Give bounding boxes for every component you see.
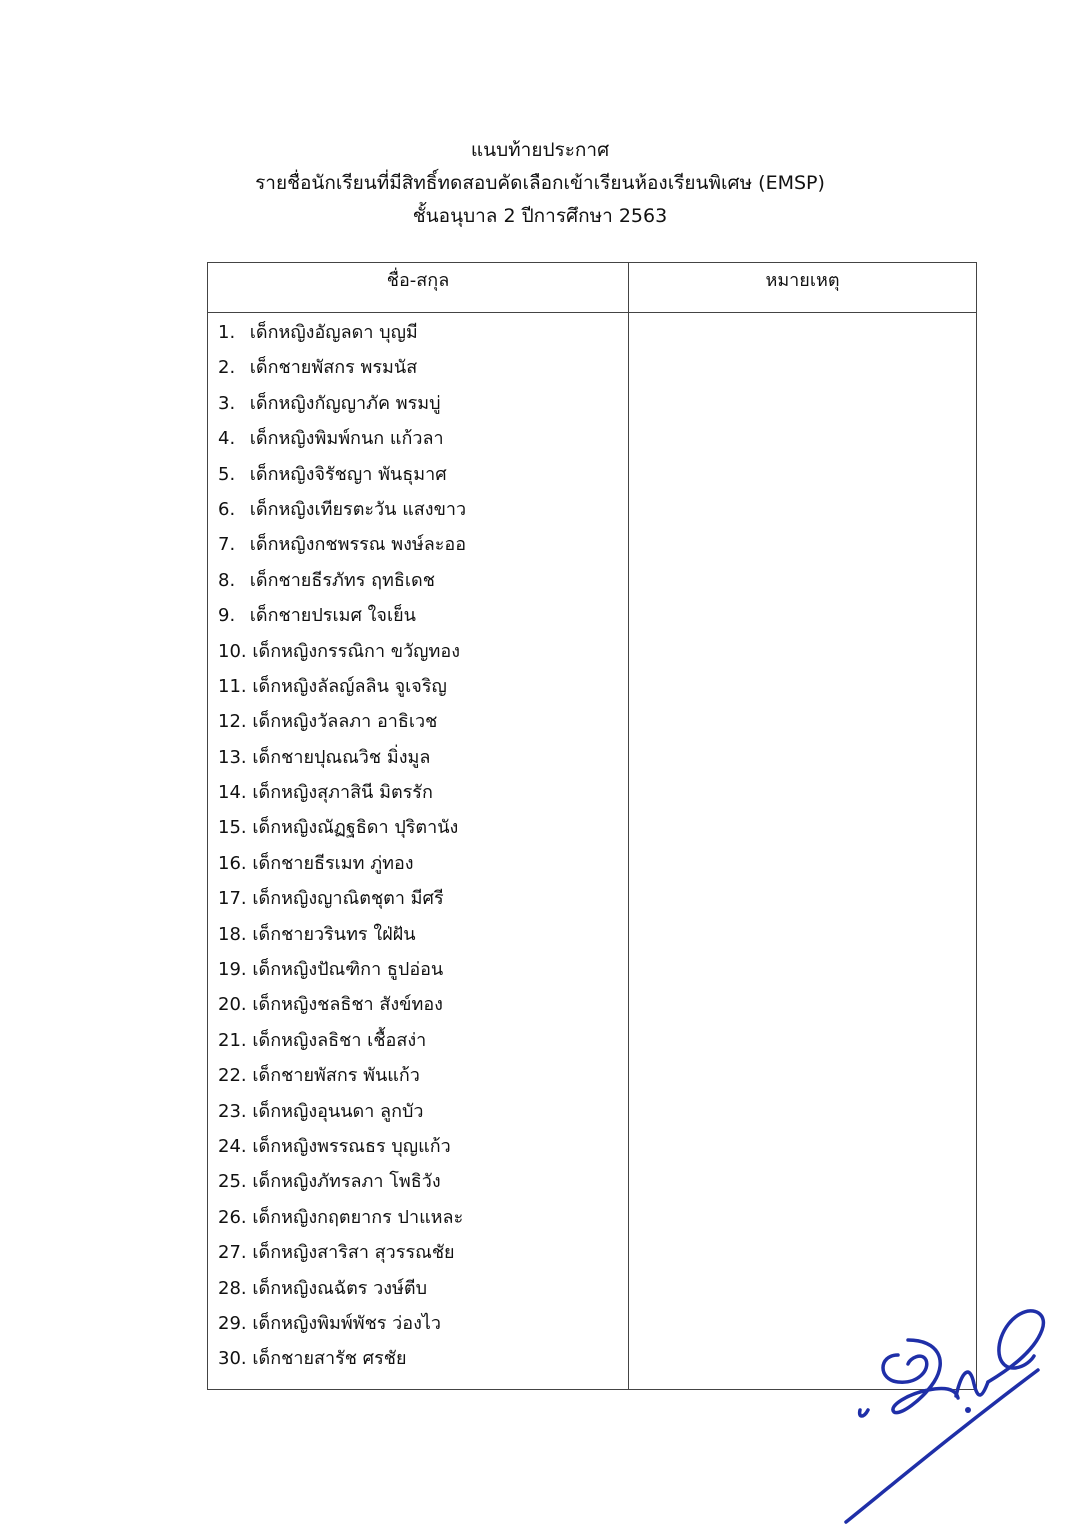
row-number: 10.: [218, 640, 247, 662]
row-number: 1.: [218, 322, 236, 343]
table-row: [218, 987, 623, 1022]
table-row: [218, 350, 623, 385]
table-row: [218, 775, 623, 810]
student-name: เด็กหญิงกชพรรณ พงษ์ละออ: [249, 534, 467, 556]
table-row: [218, 315, 623, 350]
student-name: เด็กหญิงสาริสา สุวรรณชัย: [252, 1242, 455, 1264]
table-row: [218, 1094, 623, 1129]
table-row: [218, 1023, 623, 1058]
table-row: [218, 634, 623, 669]
student-name: เด็กหญิงเทียรตะวัน แสงขาว: [249, 498, 467, 520]
table-row: [218, 740, 623, 775]
table-row: [218, 1129, 623, 1164]
student-name: เด็กชายวรินทร ใฝ่ฝัน: [252, 923, 416, 945]
row-number: 16.: [218, 852, 247, 874]
row-number: 14.: [218, 782, 247, 804]
row-number: 30.: [218, 1348, 247, 1370]
student-name: เด็กหญิงพรรณธร บุญแก้ว: [252, 1135, 451, 1157]
header-name: ชื่อ-สกุล: [386, 270, 450, 291]
row-number: 18.: [218, 923, 247, 945]
row-number: 27.: [218, 1242, 247, 1264]
student-table: [207, 262, 977, 1390]
row-number: 2.: [218, 357, 236, 379]
signature: [838, 1300, 1068, 1525]
table-row: [218, 881, 623, 916]
student-name: เด็กหญิงชลธิชา สังข์ทอง: [252, 994, 443, 1016]
row-number: 3.: [218, 392, 236, 414]
student-name: เด็กหญิงภัทรลภา โพธิวัง: [252, 1171, 441, 1193]
student-name: เด็กหญิงพิมพ์พัชร ว่องไว: [252, 1312, 442, 1334]
row-number: 19.: [218, 959, 247, 981]
student-name: เด็กชายปุณณวิช มิ่งมูล: [252, 746, 431, 768]
row-number: 11.: [218, 675, 247, 697]
student-name: เด็กชายสารัช ศรชัย: [252, 1348, 407, 1370]
table-row: [218, 1200, 623, 1235]
table-row: [218, 457, 623, 492]
attachment-title: แนบท้ายประกาศ: [470, 139, 610, 161]
table-row: [218, 952, 623, 987]
student-name: เด็กหญิงกัญญาภัค พรมบู่: [249, 392, 441, 414]
list-title: รายชื่อนักเรียนที่มีสิทธิ์ทดสอบคัดเลือกเข้าเรียนห้องเรียนพิเศษ (EMSP): [255, 172, 825, 194]
row-number: 24.: [218, 1135, 247, 1157]
student-name: เด็กชายพัสกร พรมนัส: [249, 357, 418, 379]
student-name: เด็กหญิงณัฏฐธิดา ปุริตานัง: [252, 817, 459, 839]
row-number: 6.: [218, 498, 236, 520]
table-row: [218, 704, 623, 739]
table-header: [208, 263, 976, 313]
table-row: [218, 492, 623, 527]
table-row: [218, 527, 623, 562]
table-row: [218, 1341, 623, 1376]
header-note: หมายเหตุ: [765, 270, 840, 291]
column-divider: [628, 263, 629, 1389]
row-number: 7.: [218, 534, 236, 556]
student-name: เด็กหญิงพิมพ์กนก แก้วลา: [249, 428, 444, 450]
table-row: [218, 1271, 623, 1306]
table-row: [218, 421, 623, 456]
table-row: [218, 669, 623, 704]
row-number: 13.: [218, 746, 247, 768]
row-number: 26.: [218, 1206, 247, 1228]
student-name: เด็กหญิงอัญลดา บุญมี: [249, 322, 418, 343]
table-row: [218, 1058, 623, 1093]
table-row: [218, 917, 623, 952]
row-number: 15.: [218, 817, 247, 839]
student-name: เด็กชายพัสกร พันแก้ว: [252, 1065, 420, 1087]
student-name: เด็กชายธีรเมท ภู่ทอง: [252, 852, 414, 874]
row-number: 20.: [218, 994, 247, 1016]
student-name: เด็กหญิงณฉัตร วงษ์ตีบ: [252, 1277, 428, 1299]
row-number: 5.: [218, 463, 236, 485]
row-number: 25.: [218, 1171, 247, 1193]
table-row: [218, 846, 623, 881]
table-row: [218, 1164, 623, 1199]
row-number: 21.: [218, 1029, 247, 1051]
row-number: 29.: [218, 1312, 247, 1334]
class-year: ชั้นอนุบาล 2 ปีการศึกษา 2563: [412, 205, 668, 227]
row-number: 8.: [218, 569, 236, 591]
student-name: เด็กหญิงปัณฑิกา ธูปอ่อน: [252, 959, 444, 981]
student-name: เด็กหญิงญาณิตชุตา มีศรี: [252, 888, 444, 910]
student-name: เด็กหญิงจิรัชญา พันธุมาศ: [249, 463, 447, 485]
table-row: [218, 810, 623, 845]
table-row: [218, 1235, 623, 1270]
table-row: [218, 563, 623, 598]
row-number: 23.: [218, 1100, 247, 1122]
table-row: [218, 386, 623, 421]
student-name: เด็กหญิงกฤตยากร ปาแหละ: [252, 1206, 464, 1228]
student-name: เด็กหญิงลธิชา เชื้อสง่า: [252, 1029, 427, 1051]
student-name: เด็กหญิงสุภาสินี มิตรรัก: [252, 782, 433, 804]
student-name: เด็กชายปรเมศ ใจเย็น: [249, 605, 416, 627]
row-number: 4.: [218, 428, 236, 450]
row-number: 17.: [218, 888, 247, 910]
document-header: [0, 134, 1080, 233]
table-row: [218, 1306, 623, 1341]
student-name: เด็กหญิงลัลญ์ลลิน จูเจริญ: [252, 675, 447, 697]
student-name: เด็กหญิงกรรณิกา ขวัญทอง: [252, 640, 460, 662]
student-name: เด็กหญิงวัลลภา อาธิเวช: [252, 711, 438, 733]
table-row: [218, 598, 623, 633]
row-number: 22.: [218, 1065, 247, 1087]
row-number: 28.: [218, 1277, 247, 1299]
student-name: เด็กชายธีรภัทร ฤทธิเดช: [249, 569, 435, 591]
row-number: 9.: [218, 605, 236, 627]
row-number: 12.: [218, 711, 247, 733]
student-name: เด็กหญิงอุนนดา ลูกบัว: [252, 1100, 424, 1122]
student-list: [218, 315, 623, 1377]
